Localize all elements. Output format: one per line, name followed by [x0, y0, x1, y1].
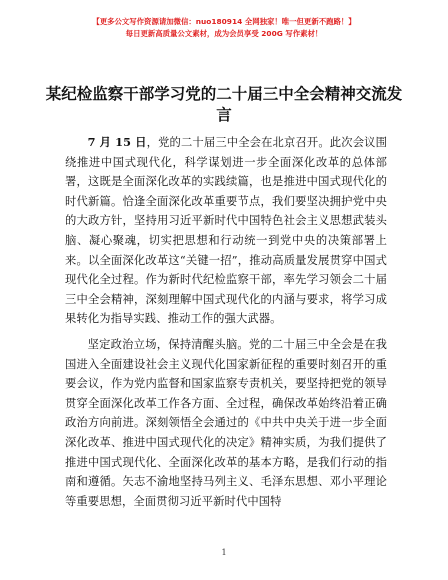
paragraph-1 — [65, 133, 387, 329]
paragraph-2-text: 坚定政治立场，保持清醒头脑。党的二十届三中全会是在我国进入全面建设社会主义现代化国家新征程的重要时刻召开的重要会议，作为党内监督和国家监察专责机关，要坚持把党的领导贯穿全面深化改革工作各方面、全过程，确保改革始终沿着正确政治方向前进。深刻领悟全会通过的《中共中央关于进一步全面深化改革、推进中国式现代化的决定》精神实质，为我们提供了推进中国式现代化、全面深化改革的基本方略，是我们行动的指南和遵循。矢志不渝地坚持马列主义、毛泽东思想、邓小平理论等重要思想，全面贯彻习近平新时代中国特 — [65, 337, 387, 508]
document-title: 某纪检监察干部学习党的二十届三中全会精神交流发言 — [45, 85, 403, 124]
promo-banner — [0, 16, 448, 40]
promo-line-2: 每日更新高质量公文素材，成为会员享受 200G 写作素材！ — [125, 29, 323, 38]
paragraph-1-text: ，党的二十届三中全会在北京召开。此次会议围绕推进中国式现代化，科学谋划进一步全面深化改革的总体部署，这既是全面深化改革的实践续篇，也是推进中国式现代化的时代新篇。恰逢全面深化改革重要节点，我们要坚决拥护党中央的大政方针，坚持用习近平新时代中国特色社会主义思想武装头脑、凝心聚魂，切实把思想和行动统一到党中央的决策部署上来。以全面深化改革这“关键一招”，推动高质量发展贯穿中国式现代化全过程。作为新时代纪检监察干部，率先学习领会二十届三中全会精神，深刻理解中国式现代化的内涵与要求，将学习成果转化为指导实践、推动工作的强大武器。 — [65, 136, 387, 326]
page-number: 1 — [221, 548, 227, 557]
document-body — [65, 133, 387, 517]
date-lead: 7 月 15 日 — [87, 135, 147, 149]
paragraph-2 — [65, 335, 387, 511]
promo-line-1: 【更多公文写作资源请加微信：nuo180914 全网独家！唯一但更新不跑路！】 — [92, 17, 356, 26]
